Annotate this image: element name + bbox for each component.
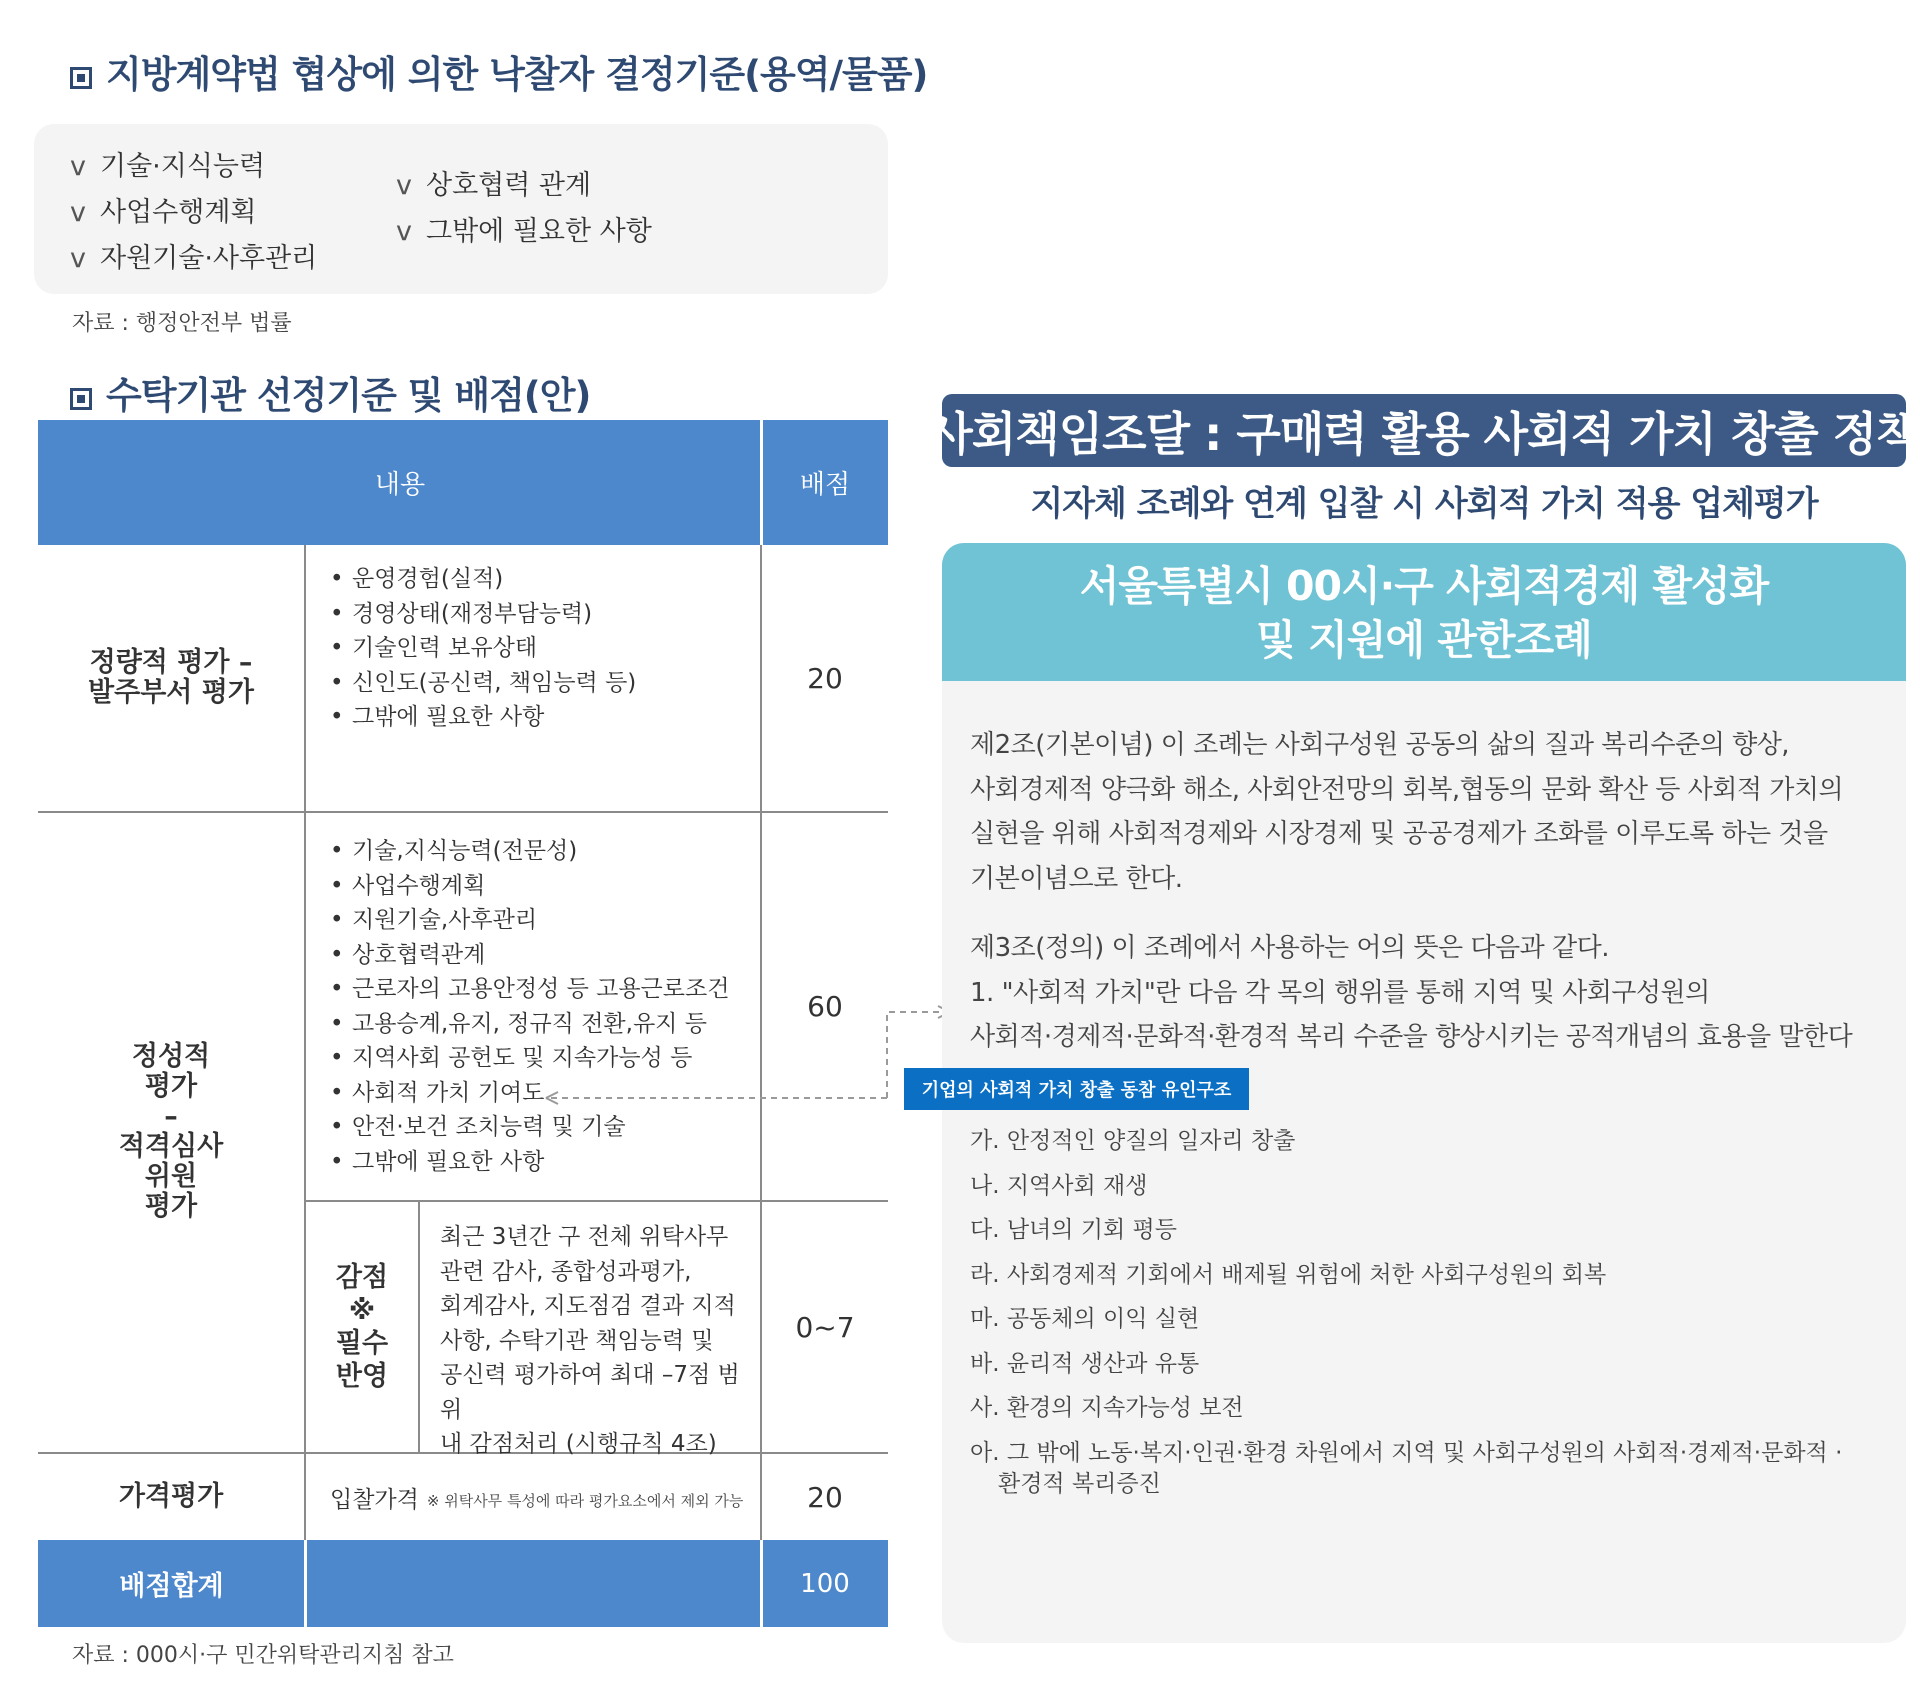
price-item-label: 입찰가격 — [330, 1486, 419, 1513]
total-label: 배점합계 — [38, 1540, 305, 1627]
price-item — [330, 1454, 743, 1540]
article-line: 기본이념으로 한다. — [970, 863, 1183, 894]
list-item: 가. 안정적인 양질의 일자리 창출 — [970, 1128, 1296, 1154]
score-deduction: 0~7 — [795, 1310, 855, 1344]
price-item-note: ※ 위탁사무 특성에 따라 평가요소에서 제외 가능 — [426, 1491, 744, 1510]
policy-banner: 사회책임조달 : 구매력 활용 사회적 가치 창출 정책 — [942, 394, 1906, 467]
list-item: • 지원기술,사후관리 — [330, 903, 729, 938]
score-qualitative: 60 — [807, 989, 843, 1023]
list-item: • 지역사회 공헌도 및 지속가능성 등 — [330, 1041, 729, 1076]
article-line: 제2조(기본이념) 이 조례는 사회구성원 공동의 삶의 질과 복리수준의 향상, — [970, 730, 1790, 760]
policy-subtitle: 지자체 조례와 연계 입찰 시 사회적 가치 적용 업체평가 — [1030, 484, 1818, 524]
list-item: • 기술,지식능력(전문성) — [330, 834, 729, 869]
criteria-item: v 상호협력 관계 — [396, 163, 652, 209]
score-price: 20 — [807, 1480, 843, 1514]
category-quantitative: 정량적 평가 – 발주부서 평가 — [88, 647, 254, 708]
section2-title: 수탁기관 선정기준 및 배점(안) — [70, 365, 590, 419]
list-item: 사. 환경의 지속가능성 보전 — [970, 1395, 1244, 1421]
criteria-left-list — [70, 144, 317, 282]
list-item-continuation: 환경적 복리증진 — [998, 1470, 1161, 1497]
square-bullet-icon — [70, 67, 92, 89]
category-price: 가격평가 — [118, 1481, 224, 1512]
list-item: • 운영경험(실적) — [330, 562, 636, 597]
list-item: • 그밖에 필요한 사항 — [330, 1145, 729, 1180]
total-empty — [305, 1540, 762, 1627]
source-note: 자료 : 행정안전부 법률 — [72, 311, 292, 336]
list-item: 다. 남녀의 기회 평등 — [970, 1217, 1177, 1243]
list-item: • 사업수행계획 — [330, 869, 729, 904]
quantitative-items — [330, 562, 636, 735]
list-item: • 경영상태(재정부담능력) — [330, 597, 636, 632]
list-item: • 신인도(공신력, 책임능력 등) — [330, 666, 636, 701]
header-content: 내용 — [38, 420, 762, 545]
criteria-item: v 사업수행계획 — [70, 190, 317, 236]
list-item: • 근로자의 고용안정성 등 고용근로조건 — [330, 972, 729, 1007]
criteria-box — [34, 124, 888, 294]
article-2 — [970, 723, 1843, 901]
ordinance-title-line: 서울특별시 00시·구 사회적경제 활성화 — [1079, 562, 1769, 610]
article-line: 사회경제적 양극화 해소, 사회안전망의 회복,협동의 문화 확산 등 사회적 가치의 — [970, 774, 1844, 805]
list-item: • 상호협력관계 — [330, 938, 729, 973]
ordinance-title — [942, 543, 1906, 681]
article-line: 사회적·경제적·문화적·환경적 복리 수준을 향상시키는 공적개념의 효용을 말한다 — [970, 1022, 1853, 1052]
check-icon: v — [396, 170, 412, 201]
deduction-description: 최근 3년간 구 전체 위탁사무 관련 감사, 종합성과평가, 회계감사, 지도점검 결과 지적 사항, 수탁기관 책임능력 및 공신력 평가하여 최대 –7점 범위 내 감점처리 (시행규칙 4조) — [440, 1224, 740, 1457]
list-item: 바. 윤리적 생산과 유통 — [970, 1350, 1200, 1377]
check-icon: v — [70, 151, 86, 182]
list-item: • 그밖에 필요한 사항 — [330, 700, 636, 735]
square-bullet-icon — [70, 388, 92, 410]
deduction-label: 감점 ※ 필수 반영 — [335, 1262, 389, 1392]
list-item: 라. 사회경제적 기회에서 배제될 위험에 처한 사회구성원의 회복 — [970, 1261, 1607, 1288]
incentive-badge: 기업의 사회적 가치 창출 동참 유인구조 — [904, 1068, 1249, 1110]
check-icon: v — [70, 243, 86, 274]
header-score: 배점 — [762, 420, 888, 545]
article-line: 실현을 위해 사회적경제와 시장경제 및 공공경제가 조화를 이루도록 하는 것을 — [970, 819, 1828, 849]
total-score: 100 — [762, 1540, 888, 1627]
value-list — [970, 1126, 1842, 1500]
check-icon: v — [70, 197, 86, 228]
criteria-item: v 자원기술·사후관리 — [70, 236, 317, 282]
article-3 — [970, 926, 1852, 1060]
criteria-right-list — [396, 163, 652, 255]
score-quantitative: 20 — [807, 661, 843, 695]
source-note-2: 자료 : 000시·구 민간위탁관리지침 참고 — [72, 1643, 454, 1668]
connector-arrow — [540, 1000, 960, 1110]
criteria-item: v 그밖에 필요한 사항 — [396, 209, 652, 255]
list-item: • 기술인력 보유상태 — [330, 631, 636, 666]
category-qualitative: 정성적 평가 – 적격심사 위원 평가 — [118, 1041, 224, 1222]
section1-title: 지방계약법 협상에 의한 낙찰자 결정기준(용역/물품) — [70, 44, 927, 98]
article-line: 제3조(정의) 이 조례에서 사용하는 어의 뜻은 다음과 같다. — [970, 933, 1609, 963]
criteria-item: v 기술·지식능력 — [70, 144, 317, 190]
list-item: 아. 그 밖에 노동·복지·인권·환경 차원에서 지역 및 사회구성원의 사회적·경제적·문화적 · — [970, 1439, 1843, 1466]
article-line: 1. "사회적 가치"란 다음 각 목의 행위를 통해 지역 및 사회구성원의 — [970, 977, 1710, 1008]
ordinance-title-line: 및 지원에 관한조례 — [1256, 616, 1592, 664]
list-item: • 고용승계,유지, 정규직 전환,유지 등 — [330, 1007, 729, 1042]
list-item: 마. 공동체의 이익 실현 — [970, 1306, 1200, 1332]
list-item: 나. 지역사회 재생 — [970, 1172, 1148, 1199]
list-item-social-value: • 사회적 가치 기여도 — [330, 1076, 729, 1111]
check-icon: v — [396, 216, 412, 247]
list-item: • 안전·보건 조치능력 및 기술 — [330, 1110, 729, 1145]
